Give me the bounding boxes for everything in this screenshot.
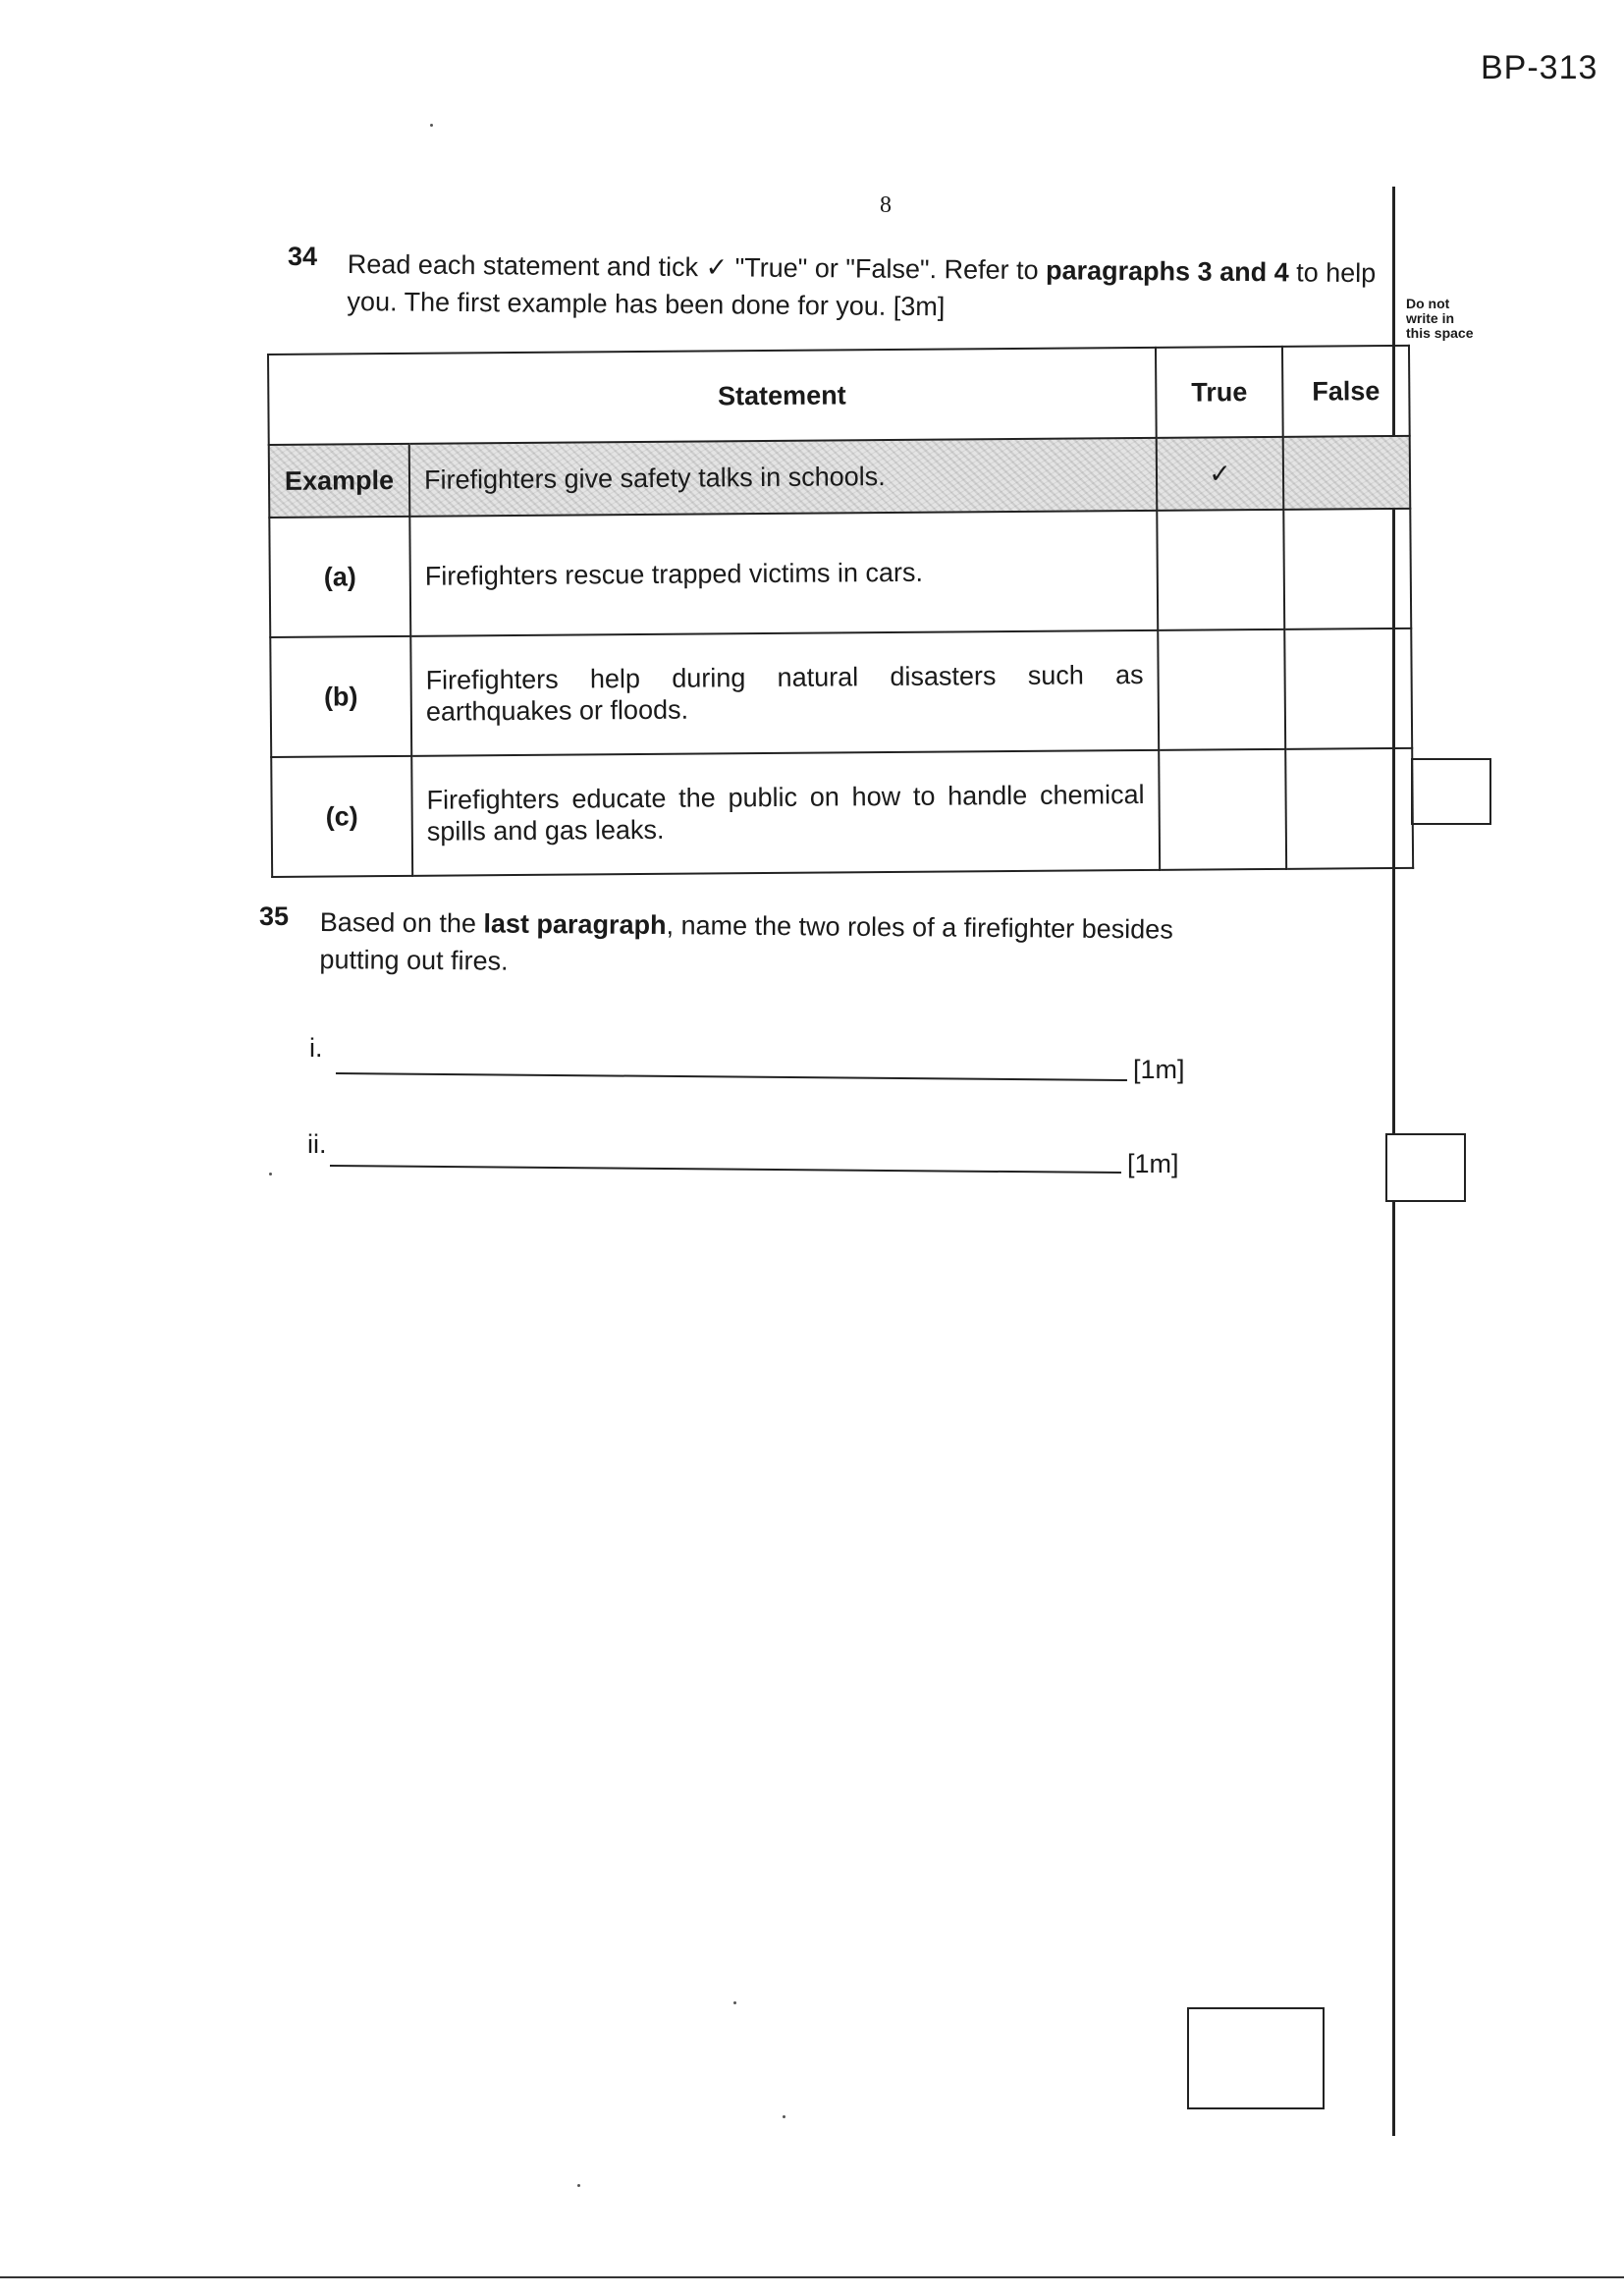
header-true: True <box>1156 347 1283 438</box>
table-row <box>269 509 1411 637</box>
row-statement: Firefighters help during natural disasters such as earthquakes or floods. <box>410 630 1159 756</box>
scan-speck <box>269 1173 272 1175</box>
true-checkbox-c[interactable] <box>1159 749 1286 870</box>
true-checkbox-b[interactable] <box>1158 629 1285 750</box>
score-box-q34[interactable] <box>1411 758 1491 825</box>
answer-ii-field[interactable] <box>330 1165 1121 1174</box>
example-false-cell <box>1283 436 1411 510</box>
question-34-text: Read each statement and tick ✓ "True" or "False". Refer to paragraphs 3 and 4 to help you. The first example has been done for you. [3m] <box>347 248 1377 322</box>
row-statement: Firefighters rescue trapped victims in cars. <box>409 511 1158 636</box>
example-true-tick: ✓ <box>1157 437 1284 511</box>
table-row-example <box>269 436 1411 518</box>
answer-i-label: i. <box>309 1033 323 1063</box>
example-label: Example <box>269 444 410 518</box>
page-number: 8 <box>880 192 892 218</box>
example-statement: Firefighters give safety talks in schools. <box>409 438 1158 517</box>
bottom-rule <box>0 2276 1624 2278</box>
tick-symbol: ✓ <box>705 252 729 283</box>
document-code: BP-313 <box>1481 49 1598 86</box>
answer-i-mark: [1m] <box>1133 1055 1185 1084</box>
answer-i-field[interactable] <box>336 1072 1127 1081</box>
false-checkbox-c[interactable] <box>1285 748 1413 869</box>
answer-ii-mark: [1m] <box>1127 1149 1179 1178</box>
row-label: (b) <box>270 636 411 757</box>
row-label: (a) <box>269 517 410 637</box>
margin-note: Do not write in this space <box>1406 296 1474 341</box>
answer-ii-label: ii. <box>307 1129 327 1159</box>
question-34-number: 34 <box>288 242 318 271</box>
question-35-number: 35 <box>259 902 290 931</box>
scan-speck <box>783 2115 785 2118</box>
table-header-row <box>268 346 1410 445</box>
header-statement: Statement <box>408 348 1157 444</box>
row-label: (c) <box>271 756 412 877</box>
score-box-q35[interactable] <box>1385 1133 1466 1202</box>
scan-speck <box>430 124 433 127</box>
true-checkbox-a[interactable] <box>1157 510 1284 630</box>
header-false: False <box>1282 346 1410 437</box>
header-blank <box>268 354 409 445</box>
false-checkbox-b[interactable] <box>1284 629 1412 749</box>
false-checkbox-a[interactable] <box>1283 509 1411 629</box>
table-row <box>271 748 1413 877</box>
score-box-total[interactable] <box>1187 2007 1325 2109</box>
scan-speck <box>577 2184 580 2187</box>
row-statement: Firefighters educate the public on how to handle chemical spills and gas leaks. <box>411 750 1160 876</box>
table-row <box>270 629 1412 757</box>
true-false-table <box>267 345 1414 878</box>
scan-speck <box>733 2001 736 2004</box>
question-35-text: Based on the last paragraph, name the two roles of a firefighter besides putting out fires. <box>319 906 1173 976</box>
